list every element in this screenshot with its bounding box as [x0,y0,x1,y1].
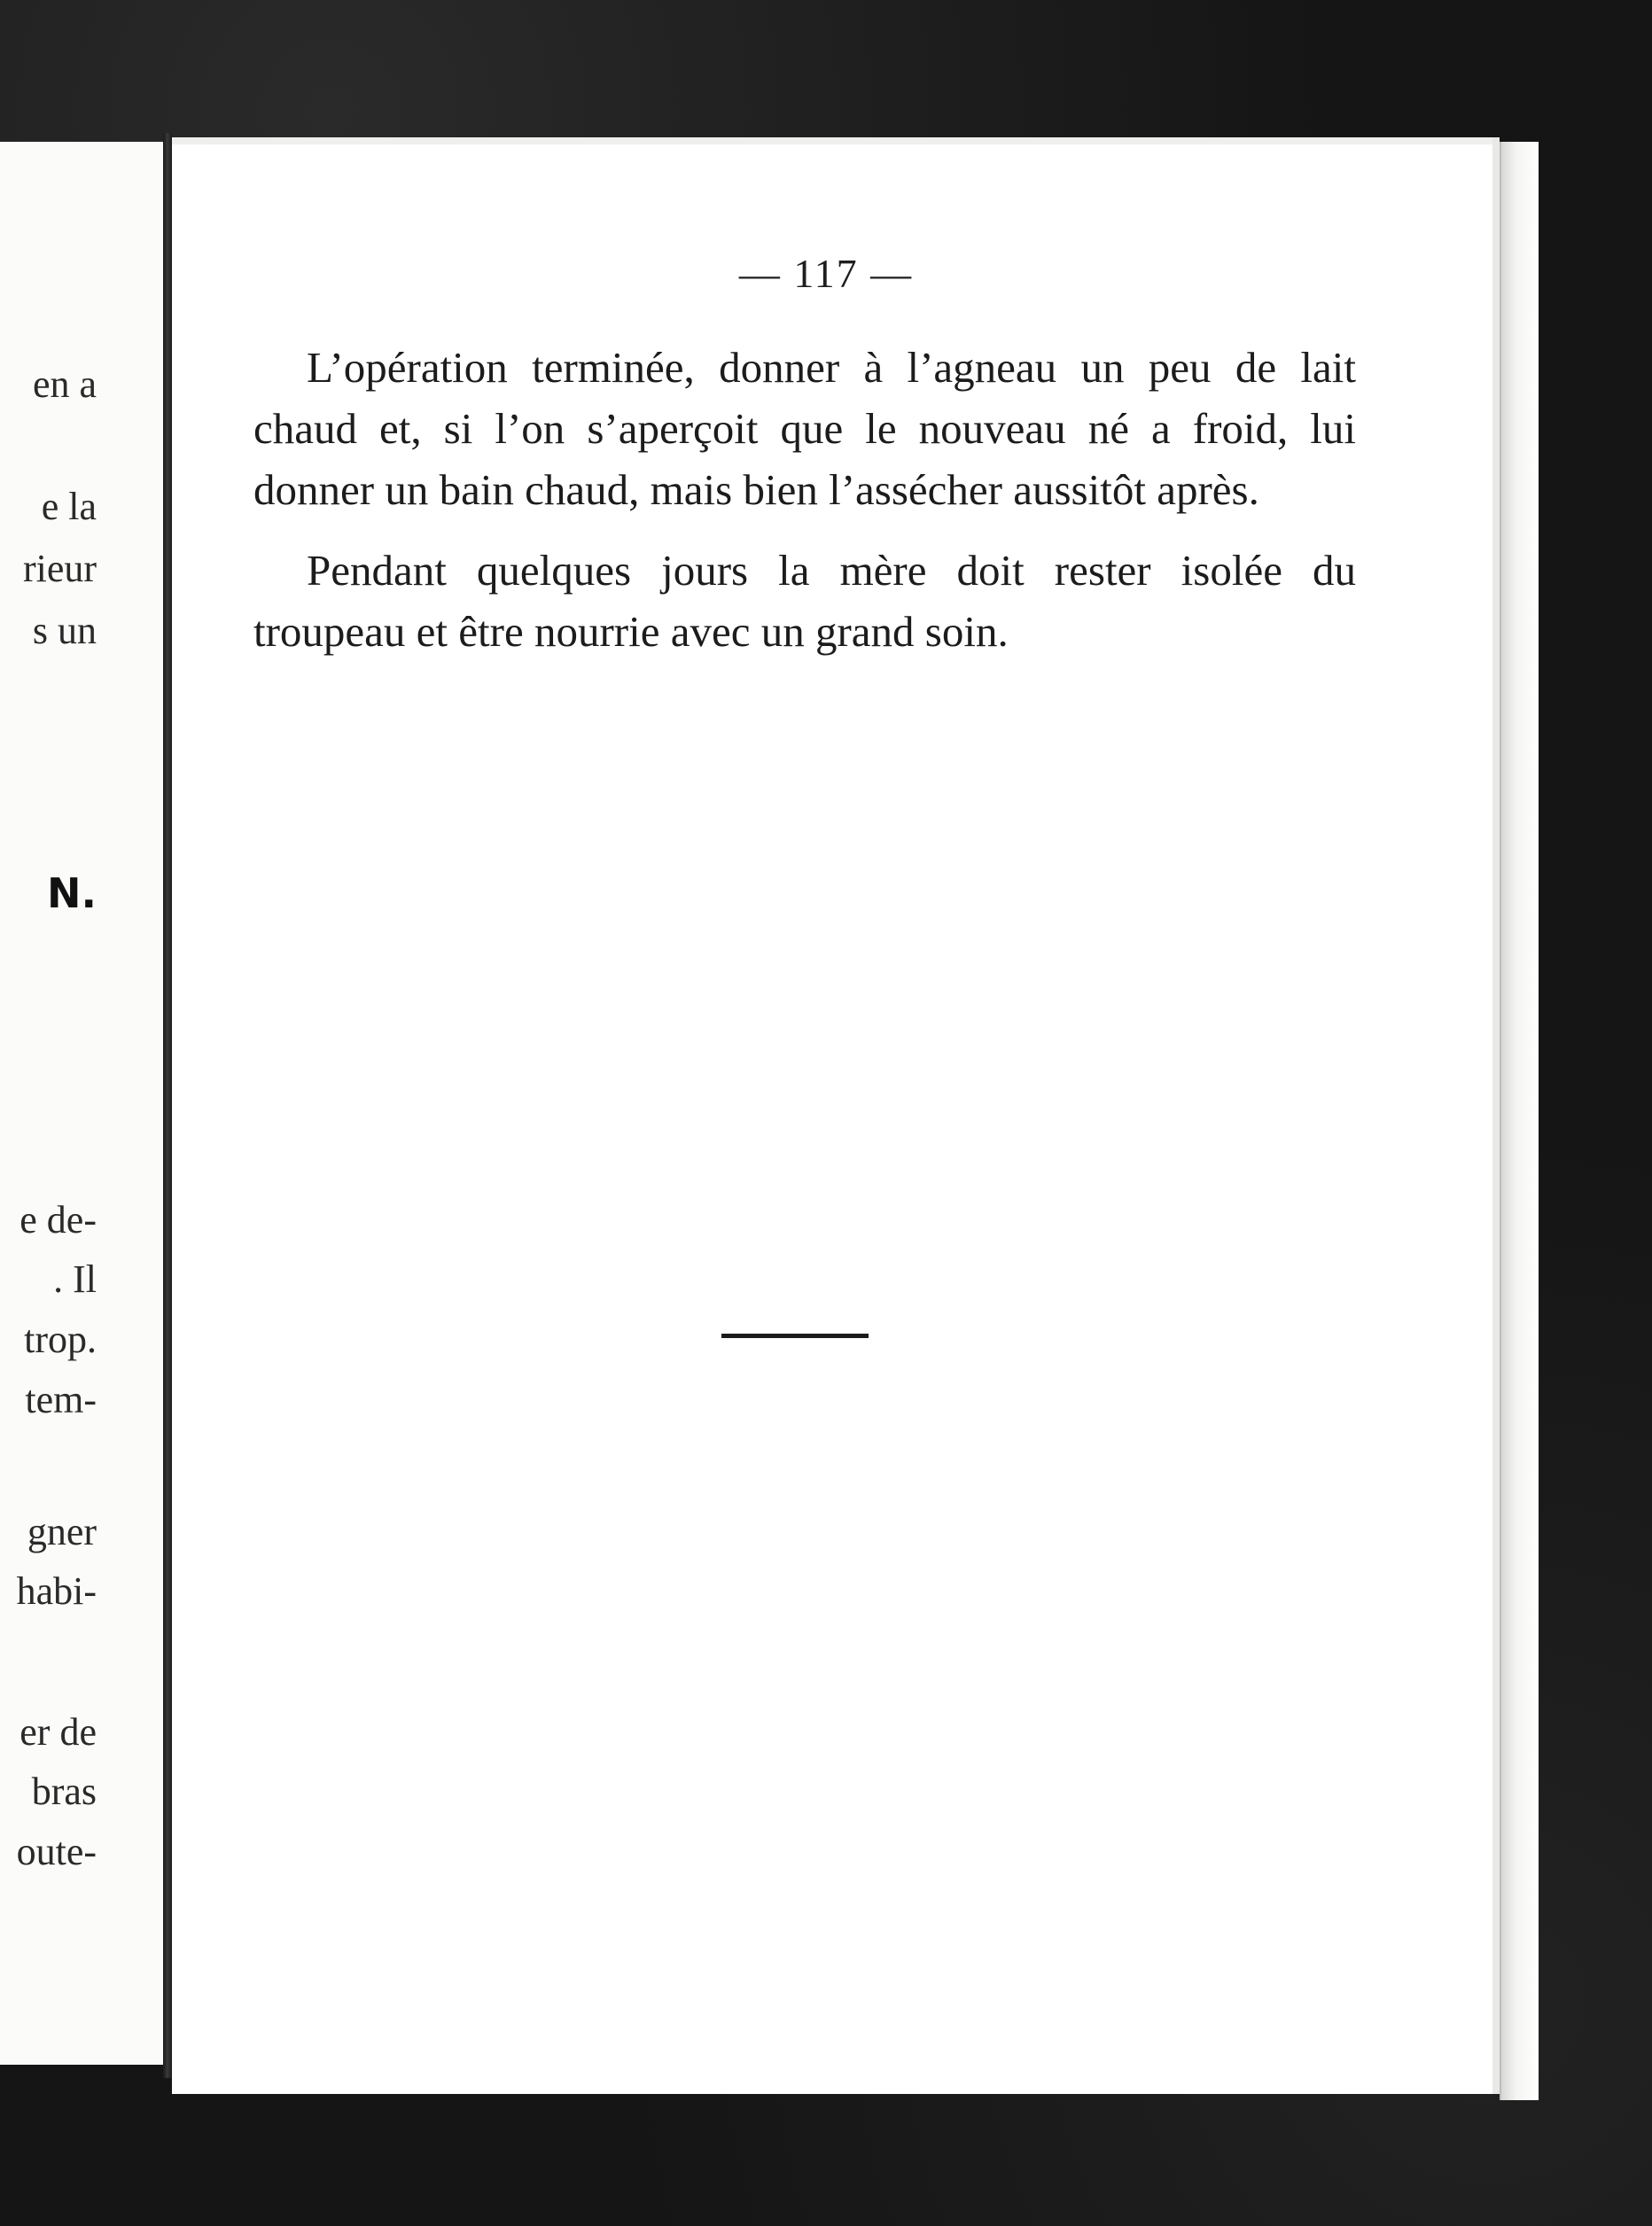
paragraph: Pendant quelques jours la mère doit rester isolée du troupeau et être nourrie avec un grand soin. [253,546,1356,656]
left-page-fragment: habi- [16,1569,97,1613]
left-page-fragment: . Il [53,1257,97,1301]
left-page-fragment: gner [27,1510,97,1553]
paragraph: L’opération terminée, donner à l’agneau un peu de lait chaud et, si l’on s’aperçoit que le nouveau né a froid, lui donner un bain chaud, mais bien l’assécher aussitôt après. [253,343,1356,514]
left-page-fragment: er de [19,1710,97,1754]
book-gutter [163,133,172,2078]
left-page-fragment: en a [32,362,97,406]
left-page-fragment: rieur [22,547,97,590]
left-page-fragment: s un [32,609,97,652]
page-edge-stack [1500,142,1539,2100]
page-body [253,337,1356,681]
left-page-heading-fragment: N. [47,869,97,917]
left-page-fragment: trop. [24,1318,97,1361]
left-facing-page [0,142,169,2065]
left-page-fragment: bras [31,1770,97,1813]
left-page-fragment: oute- [16,1830,97,1873]
section-end-rule [721,1334,869,1338]
left-page-fragment: e la [41,485,97,528]
left-page-fragment: e de- [19,1198,97,1241]
left-page-fragment: tem- [25,1378,97,1421]
page-number: — 117 — [738,251,914,296]
